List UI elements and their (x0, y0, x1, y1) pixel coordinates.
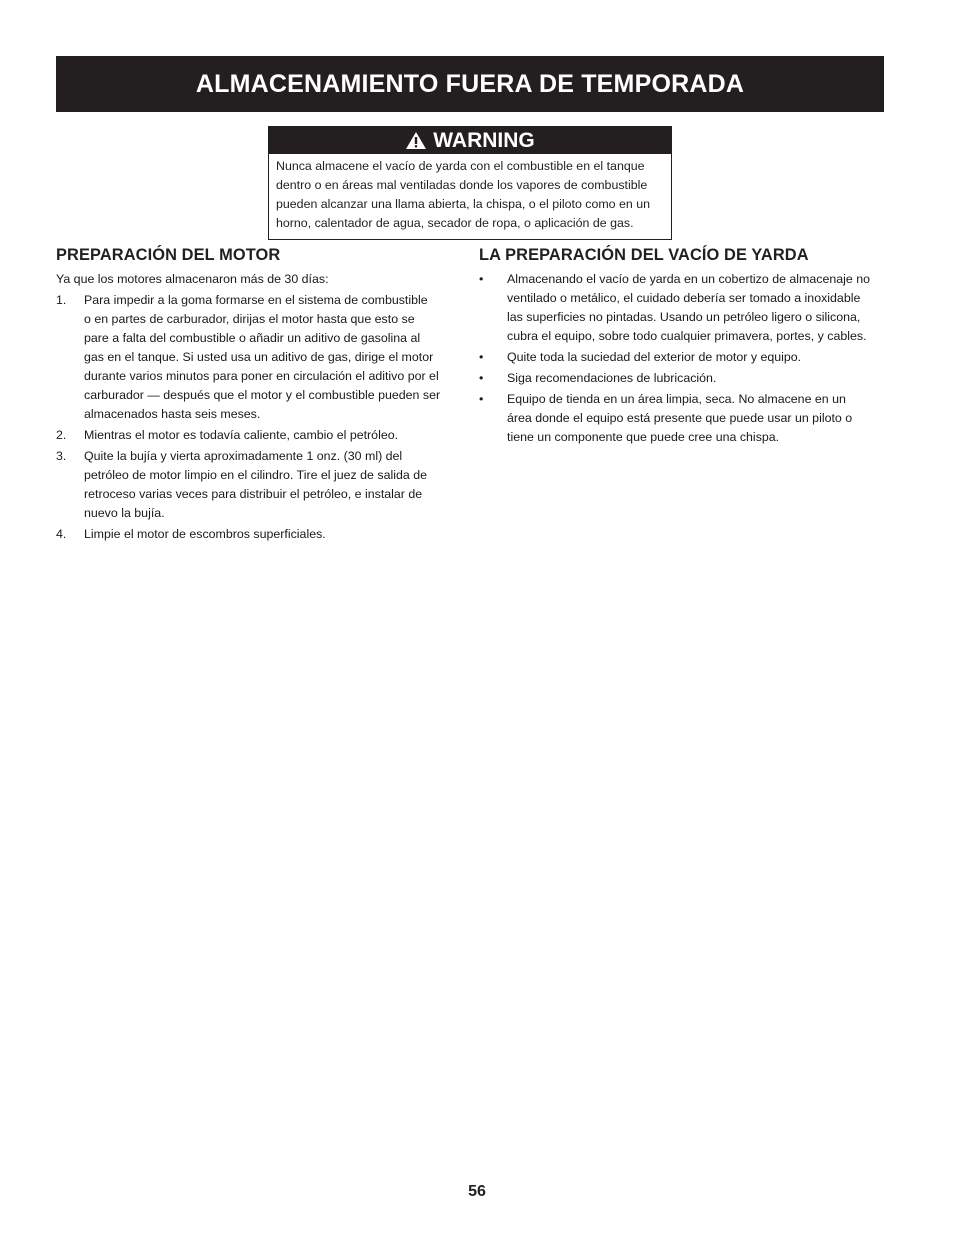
item-line: Almacenando el vacío de yarda en un cobertizo de almacenaje no (507, 272, 871, 286)
list-item (56, 525, 456, 544)
item-line: las superficies no pintadas. Usando un petróleo ligero o silicona, (507, 310, 861, 324)
warning-line: horno, calentador de agua, secador de ropa, o aplicación de gas. (276, 216, 634, 230)
warning-label: WARNING (433, 128, 535, 152)
yard-heading: LA PREPARACIÓN DEL VACÍO DE YARDA (479, 246, 809, 264)
step-number: 3. (56, 449, 67, 463)
item-line: Siga recomendaciones de lubricación. (507, 371, 717, 385)
list-item (479, 270, 885, 346)
bullet-icon: • (479, 371, 484, 385)
warning-box (268, 126, 672, 240)
step-line: Para impedir a la goma formarse en el sistema de combustible (84, 293, 428, 307)
bullet-icon: • (479, 392, 484, 406)
step-line: Quite la bujía y vierta aproximadamente 1 onz. (30 ml) del (84, 449, 403, 463)
section-banner (56, 56, 884, 112)
page-number: 56 (468, 1183, 486, 1200)
list-item (56, 426, 456, 445)
item-line: área donde el equipo está presente que puede usar un piloto o (507, 411, 853, 425)
step-line: Limpie el motor de escombros superficiales. (84, 527, 326, 541)
step-number: 1. (56, 293, 67, 307)
bullet-icon: • (479, 272, 484, 286)
step-number: 4. (56, 527, 67, 541)
warning-line: dentro o en áreas mal ventiladas donde los vapores de combustible (276, 178, 648, 192)
list-item (479, 348, 885, 367)
page-title: ALMACENAMIENTO FUERA DE TEMPORADA (195, 69, 745, 98)
motor-heading: PREPARACIÓN DEL MOTOR (56, 246, 281, 264)
item-line: ventilado o metálico, el cuidado debería ser tomado a inoxidable (507, 291, 861, 305)
yard-vacuum-preparation-section (479, 246, 885, 449)
step-line: Mientras el motor es todavía caliente, cambio el petróleo. (84, 428, 399, 442)
item-line: Quite toda la suciedad del exterior de motor y equipo. (507, 350, 802, 364)
list-item (56, 291, 456, 424)
item-line: cubra el equipo, sobre todo cualquier primavera, portes, y cables. (507, 329, 867, 343)
bullet-icon: • (479, 350, 484, 364)
step-line: carburador — después que el motor y el combustible pueden ser (84, 388, 441, 402)
list-item (479, 390, 885, 447)
warning-line: Nunca almacene el vacío de yarda con el combustible en el tanque (276, 159, 645, 173)
step-line: petróleo de motor limpio en el cilindro. Tire el juez de salida de (84, 468, 427, 482)
step-line: gas en el tanque. Si usted usa un aditivo de gas, dirige el motor (84, 350, 434, 364)
warning-header (269, 127, 671, 154)
step-line: durante varios minutos para poner en circulación el aditivo por el (84, 369, 439, 383)
warning-triangle-icon (405, 131, 427, 150)
warning-text (269, 154, 671, 239)
step-line: pare a falta del combustible o añadir un aditivo de gasolina al (84, 331, 421, 345)
step-line: almacenados hasta seis meses. (84, 407, 261, 421)
step-line: o en partes de carburador, dirijas el motor hasta que esto se (84, 312, 415, 326)
yard-items (479, 270, 885, 447)
step-number: 2. (56, 428, 67, 442)
step-line: retroceso varias veces para distribuir el petróleo, e instalar de (84, 487, 423, 501)
step-line: nuevo la bujía. (84, 506, 165, 520)
motor-steps (56, 291, 456, 544)
item-line: tiene un componente que puede cree una chispa. (507, 430, 780, 444)
item-line: Equipo de tienda en un área limpia, seca. No almacene en un (507, 392, 846, 406)
list-item (56, 447, 456, 523)
motor-intro: Ya que los motores almacenaron más de 30 días: (56, 272, 329, 286)
list-item (479, 369, 885, 388)
warning-line: pueden alcanzar una llama abierta, la chispa, o el piloto como en un (276, 197, 651, 211)
motor-preparation-section (56, 246, 456, 546)
